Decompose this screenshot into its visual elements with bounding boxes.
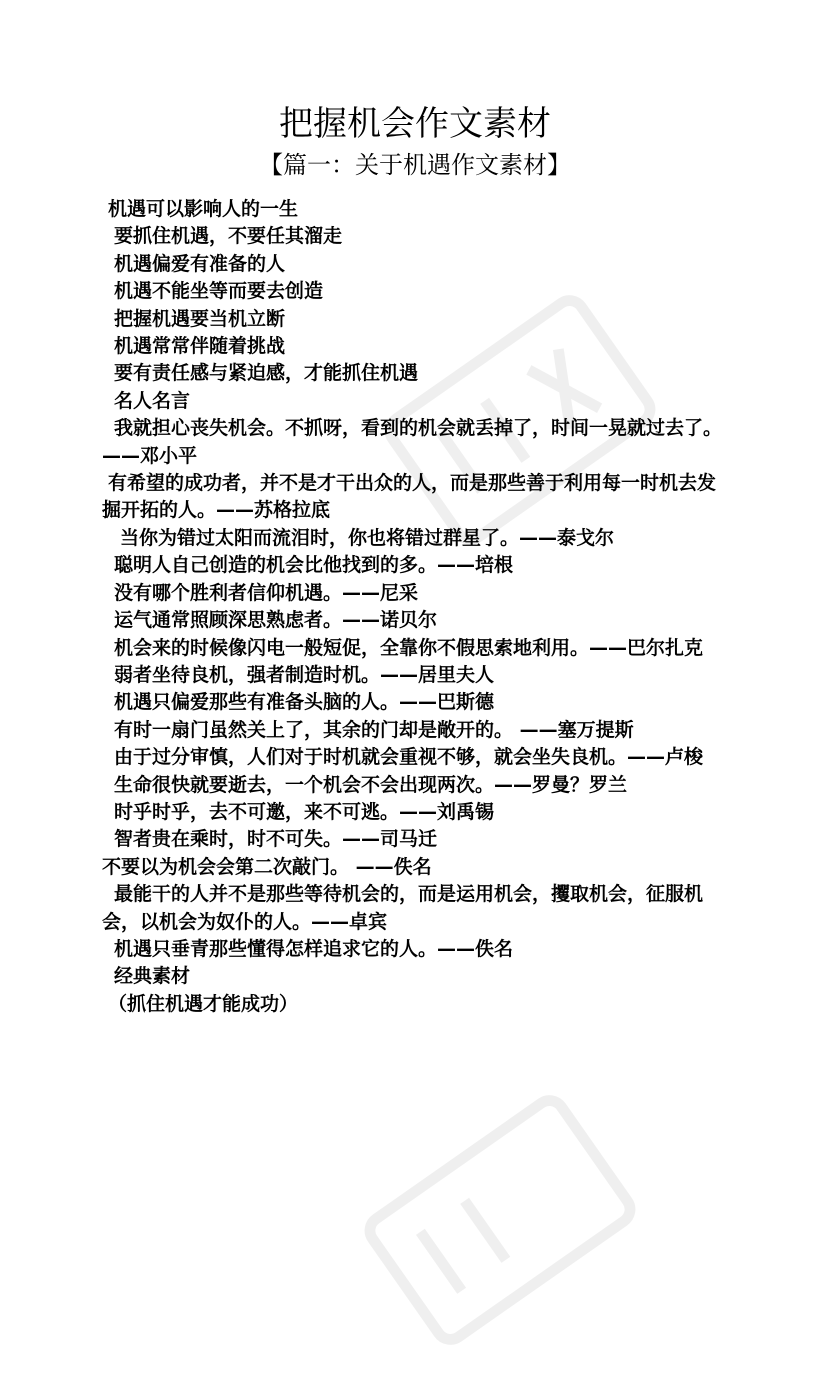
paragraph: 由于过分审慎，人们对于时机就会重视不够，就会坐失良机。——卢梭 [114, 746, 704, 769]
paragraph: 我就担心丧失机会。不抓呀，看到的机会就丢掉了，时间一晃就过去了。——邓小平 [102, 417, 723, 467]
paragraph: 机遇只垂青那些懂得怎样追求它的人。——佚名 [114, 937, 514, 960]
paragraph: 要有责任感与紧迫感，才能抓住机遇 [114, 362, 419, 385]
section-heading: 【篇一：关于机遇作文素材】 [259, 151, 571, 179]
paragraph: 不要以为机会会第二次敲门。 ——佚名 [102, 855, 432, 878]
paragraph: 机遇偏爱有准备的人 [114, 252, 286, 275]
paragraph: 要抓住机遇，不要任其溜走 [114, 225, 343, 248]
paragraph: 有希望的成功者，并不是才干出众的人，而是那些善于利用每一时机去发掘开拓的人。——苏格拉底 [102, 472, 717, 522]
paragraph: 运气通常照顾深思熟虑者。——诺贝尔 [114, 609, 438, 632]
paragraph: 机遇可以影响人的一生 [108, 198, 299, 220]
paragraph: 最能干的人并不是那些等待机会的，而是运用机会，攫取机会，征服机会，以机会为奴仆的人。——卓宾 [102, 883, 704, 933]
paragraph: 机会来的时候像闪电一般短促，全靠你不假思索地利用。——巴尔扎克 [114, 636, 704, 659]
paragraph: 机遇不能坐等而要去创造 [114, 280, 324, 303]
paragraph: 时乎时乎，去不可邀，来不可逃。——刘禹锡 [114, 800, 495, 823]
watermark-icon [320, 1040, 680, 1400]
paragraph: （抓住机遇才能成功） [108, 992, 299, 1015]
paragraph: 生命很快就要逝去，一个机会不会出现两次。——罗曼？罗兰 [114, 773, 628, 796]
paragraph: 弱者坐待良机，强者制造时机。——居里夫人 [114, 663, 495, 686]
paragraph: 聪明人自己创造的机会比他找到的多。——培根 [114, 554, 514, 577]
document-body [102, 196, 722, 1018]
paragraph: 机遇只偏爱那些有准备头脑的人。——巴斯德 [114, 691, 495, 714]
paragraph: 机遇常常伴随着挑战 [114, 335, 286, 358]
paragraph: 有时一扇门虽然关上了，其余的门却是敞开的。 ——塞万提斯 [114, 718, 634, 741]
paragraph: 经典素材 [114, 965, 191, 988]
paragraph: 把握机遇要当机立断 [114, 307, 286, 330]
paragraph: 当你为错过太阳而流泪时，你也将错过群星了。——泰戈尔 [120, 526, 615, 549]
page-title: 把握机会作文素材 [279, 104, 551, 144]
paragraph: 没有哪个胜利者信仰机遇。——尼采 [114, 581, 419, 604]
paragraph: 名人名言 [114, 389, 191, 412]
paragraph: 智者贵在乘时，时不可失。——司马迁 [114, 828, 438, 851]
